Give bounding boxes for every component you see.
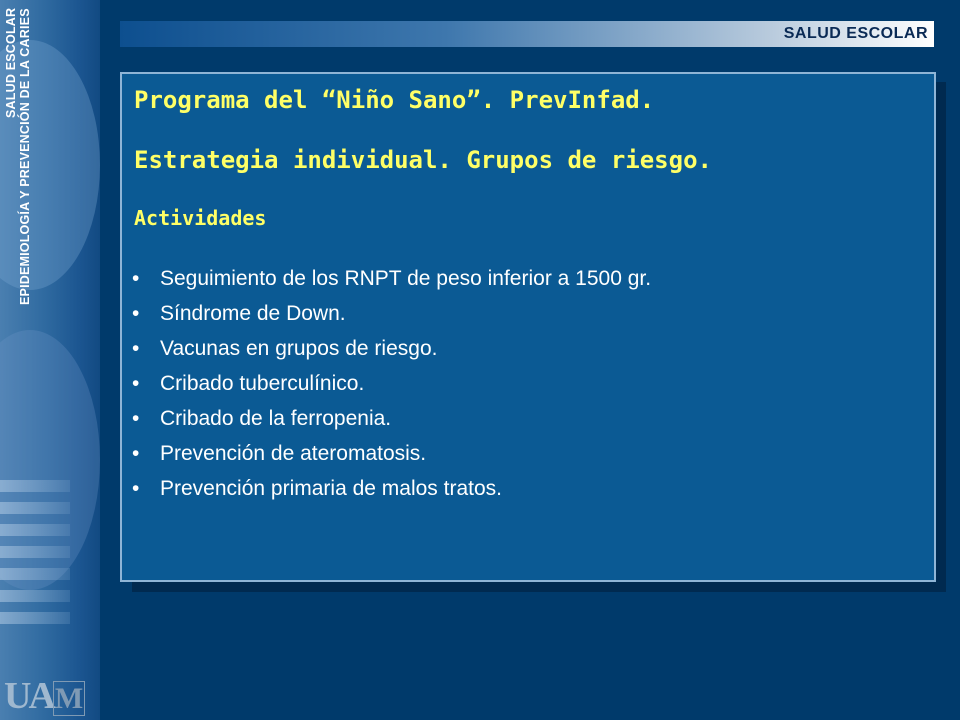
list-item — [132, 404, 651, 439]
list-item-text: Síndrome de Down. — [160, 302, 346, 325]
slide-subtitle: Estrategia individual. Grupos de riesgo. — [134, 146, 712, 174]
list-item — [132, 474, 651, 509]
bullet-icon: • — [132, 372, 140, 395]
list-item — [132, 264, 651, 299]
sidebar-title-line2: EPIDEMIOLOGÍA Y PREVENCIÓN DE LA CARIES — [18, 8, 32, 305]
bullet-icon: • — [132, 477, 140, 500]
bullet-list — [132, 264, 651, 509]
content-panel — [120, 72, 936, 582]
list-item-text: Seguimiento de los RNPT de peso inferior a 1500 gr. — [160, 267, 652, 290]
banner-label: SALUD ESCOLAR — [783, 25, 928, 42]
sidebar-vertical-title — [4, 8, 32, 464]
list-item — [132, 299, 651, 334]
list-item — [132, 439, 651, 474]
list-item-text: Prevención primaria de malos tratos. — [160, 477, 502, 500]
bullet-icon: • — [132, 442, 140, 465]
list-item-text: Cribado tuberculínico. — [160, 372, 365, 395]
sidebar — [0, 0, 100, 720]
bullet-icon: • — [132, 267, 140, 290]
sidebar-bars-decoration — [0, 480, 70, 634]
bullet-icon: • — [132, 302, 140, 325]
bullet-icon: • — [132, 407, 140, 430]
header-banner — [120, 21, 934, 47]
sidebar-title-line1: SALUD ESCOLAR — [4, 8, 18, 119]
list-item — [132, 334, 651, 369]
list-item-text: Prevención de ateromatosis. — [160, 442, 427, 465]
list-item-text: Cribado de la ferropenia. — [160, 407, 392, 430]
list-item-text: Vacunas en grupos de riesgo. — [160, 337, 438, 360]
uam-logo: UAM — [4, 675, 84, 717]
list-item — [132, 369, 651, 404]
bullet-icon: • — [132, 337, 140, 360]
slide-title: Programa del “Niño Sano”. PrevInfad. — [134, 86, 655, 114]
section-heading: Actividades — [134, 206, 267, 230]
